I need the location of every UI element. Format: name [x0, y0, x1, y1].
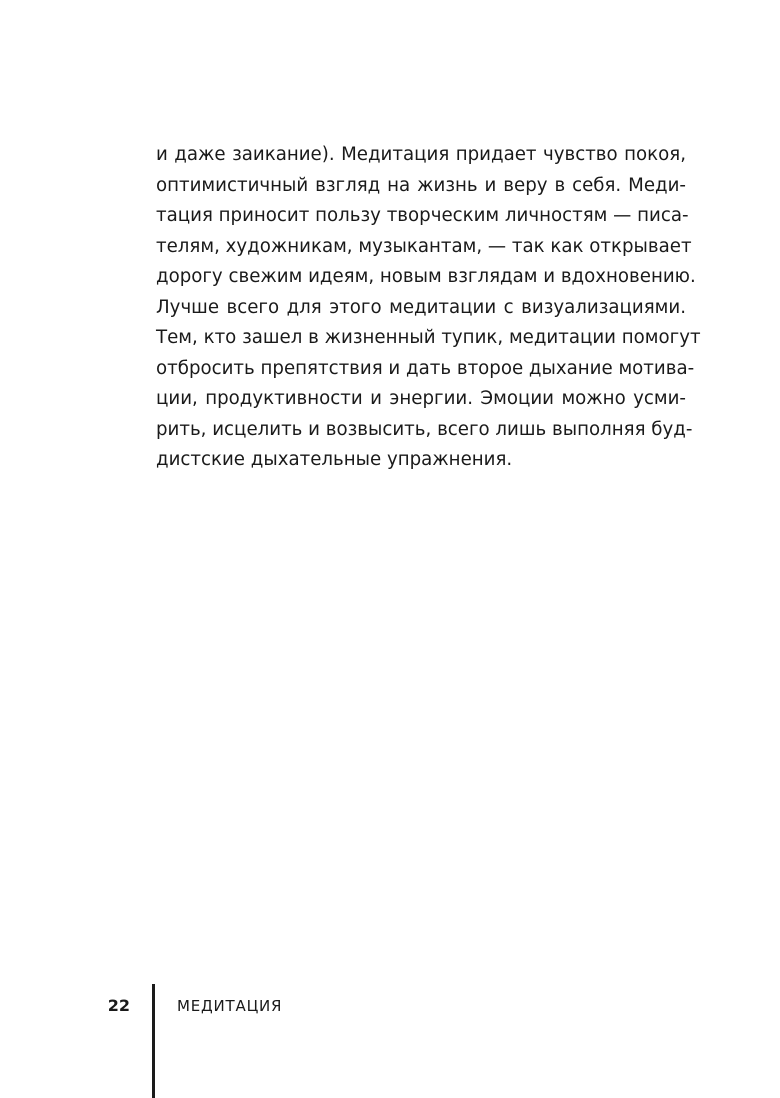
- text-line: телям, художникам, музыкантам, — так как открывает: [156, 235, 692, 257]
- text-line: Тем, кто зашел в жизненный тупик, медитации помогут: [156, 327, 701, 348]
- text-line: дистские дыхательные упражнения.: [156, 449, 513, 470]
- text-line: и даже заикание). Медитация придает чувство покоя,: [156, 144, 686, 165]
- body-paragraph: [156, 140, 701, 476]
- text-line: тация приносит пользу творческим личностям — писа-: [156, 205, 689, 226]
- page-footer: [0, 984, 780, 1098]
- footer-divider: [152, 984, 155, 1098]
- text-line: ции, продуктивности и энергии. Эмоции можно усми-: [156, 388, 686, 409]
- running-title: МЕДИТАЦИЯ: [177, 997, 283, 1015]
- text-line: оптимистичный взгляд на жизнь и веру в себя. Меди-: [156, 174, 686, 196]
- text-line: Лучше всего для этого медитации с визуализациями.: [156, 296, 686, 318]
- text-line: дорогу свежим идеям, новым взглядам и вдохновению.: [156, 266, 696, 287]
- page-number: 22: [107, 996, 130, 1015]
- text-line: отбросить препятствия и дать второе дыхание мотива-: [156, 357, 695, 379]
- text-line: рить, исцелить и возвысить, всего лишь выполняя буд-: [156, 418, 693, 440]
